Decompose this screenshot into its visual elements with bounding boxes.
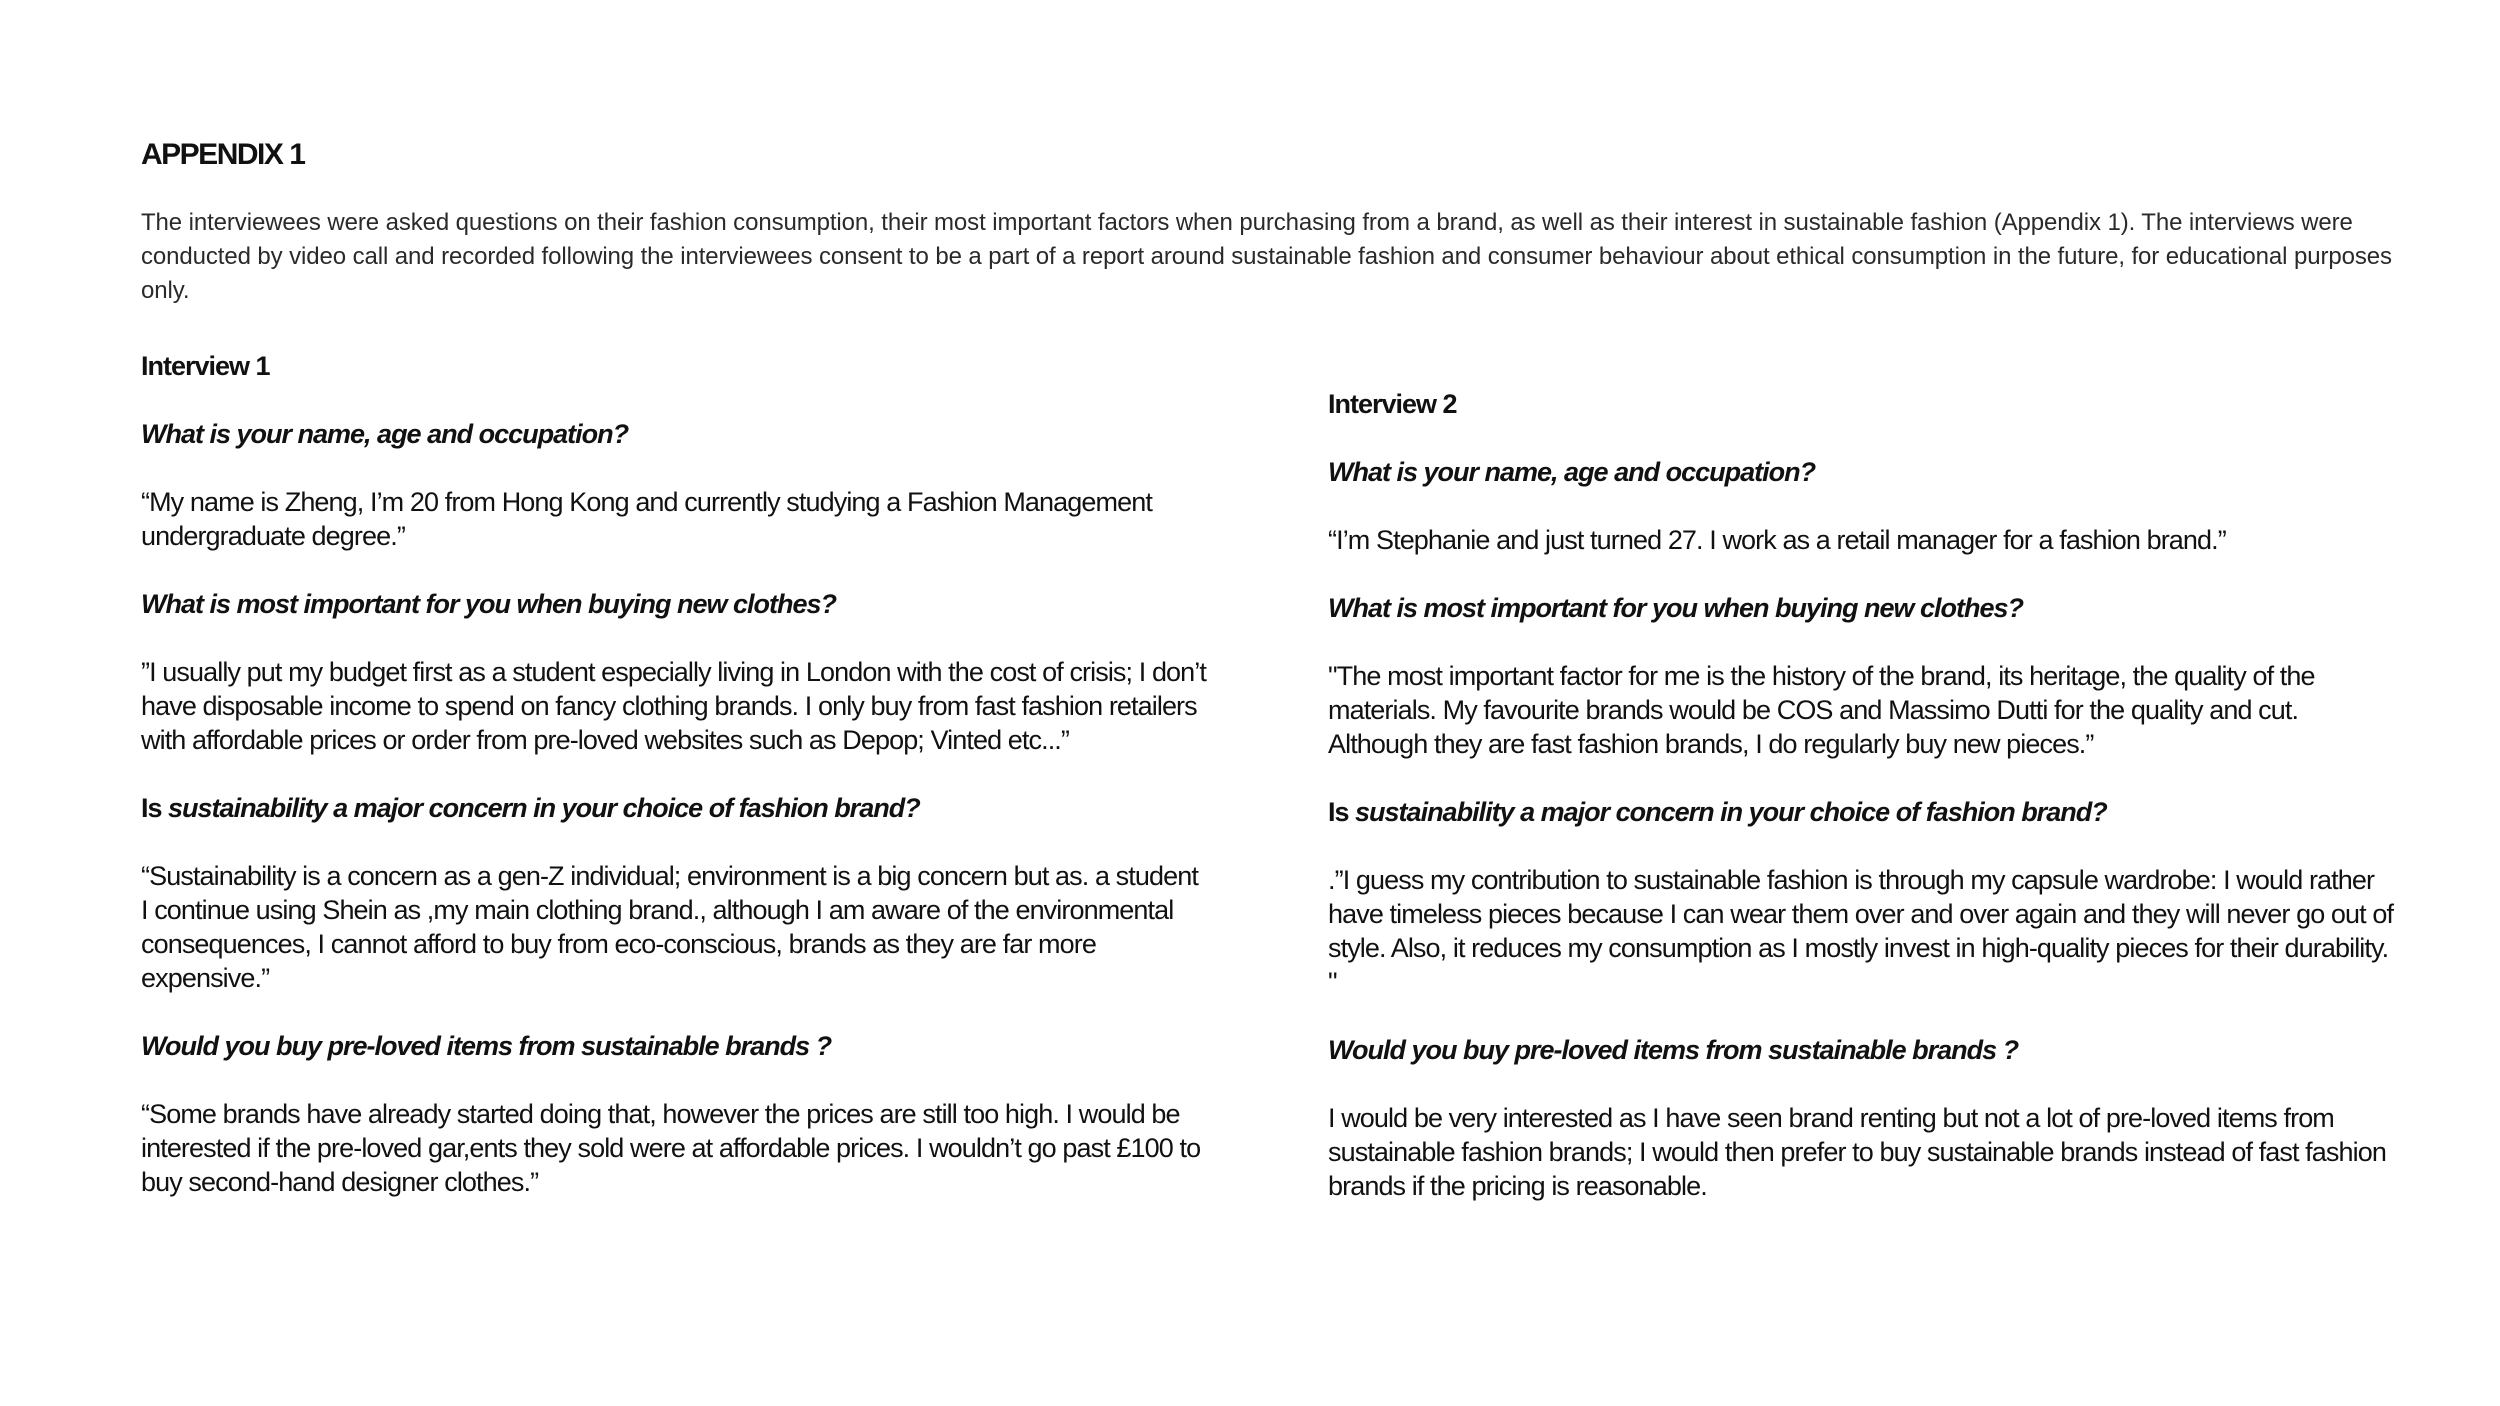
interview-2-question-2: What is most important for you when buying new clothes?: [1328, 593, 2024, 623]
interview-1-question-3-text: sustainability a major concern in your choice of fashion brand?: [161, 793, 920, 823]
interview-2-question-3-text: sustainability a major concern in your choice of fashion brand?: [1348, 797, 2107, 827]
interview-2-section: [1328, 387, 2398, 1237]
page-title: APPENDIX 1: [141, 138, 305, 171]
interview-1-answer-1: “My name is Zheng, I’m 20 from Hong Kong and currently studying a Fashion Management undergraduate degree.”: [141, 487, 1152, 551]
interview-1-answer-2: ”I usually put my budget first as a student especially living in London with the cost of crisis; I don’t have disposable income to spend on fancy clothing brands. I only buy from fast fashion retailers with affordable prices or order from pre-loved websites such as Depop; Vinted etc...”: [141, 657, 1206, 755]
interview-1-question-1: What is your name, age and occupation?: [141, 419, 629, 449]
intro-paragraph: The interviewees were asked questions on their fashion consumption, their most important factors when purchasing from a brand, as well as their interest in sustainable fashion (Appendix 1). The interviews were conducted by video call and recorded following the interviewees consent to be a part of a report around sustainable fashion and consumer behaviour about ethical consumption in the future, for educational purposes only.: [141, 209, 2392, 304]
interview-2-title: Interview 2: [1328, 389, 1457, 419]
interview-2-question-4: Would you buy pre-loved items from sustainable brands ?: [1328, 1035, 2019, 1065]
interview-1-answer-3: “Sustainability is a concern as a gen-Z individual; environment is a big concern but as. a student I continue using Shein as ,my main clothing brand., although I am aware of the environmental consequences, I cannot afford to buy from eco-conscious, brands as they are far more expensive.”: [141, 861, 1198, 993]
interview-1-title: Interview 1: [141, 351, 270, 381]
interview-2-question-3-prefix: Is: [1328, 797, 1349, 827]
interview-1-question-3-prefix: Is: [141, 793, 162, 823]
interview-2-answer-3: .”I guess my contribution to sustainable fashion is through my capsule wardrobe: I would rather have timeless pieces because I can wear them over and over again and they will never go out of style. Also, it reduces my consumption as I mostly invest in high-quality pieces for their durability. ": [1328, 865, 2394, 997]
interview-2-answer-4: I would be very interested as I have seen brand renting but not a lot of pre-loved items from sustainable fashion brands; I would then prefer to buy sustainable brands instead of fast fashion brands if the pricing is reasonable.: [1328, 1103, 2386, 1201]
interview-1-question-3: [141, 791, 1211, 825]
interview-1-answer-4: “Some brands have already started doing that, however the prices are still too high. I would be interested if the pre-loved gar,ents they sold were at affordable prices. I wouldn’t go past £100 to buy second-hand designer clothes.”: [141, 1099, 1201, 1197]
interview-2-question-1: What is your name, age and occupation?: [1328, 457, 1816, 487]
interview-2-question-3: [1328, 795, 2398, 829]
interview-1-question-4: Would you buy pre-loved items from sustainable brands ?: [141, 1031, 832, 1061]
interview-2-answer-1: “I’m Stephanie and just turned 27. I work as a retail manager for a fashion brand.”: [1328, 525, 2226, 555]
interview-1-question-2: What is most important for you when buying new clothes?: [141, 589, 837, 619]
interview-1-section: [141, 349, 1211, 1233]
interview-2-answer-2: "The most important factor for me is the history of the brand, its heritage, the quality of the materials. My favourite brands would be COS and Massimo Dutti for the quality and cut. Although they are fast fashion brands, I do regularly buy new pieces.”: [1328, 661, 2315, 759]
